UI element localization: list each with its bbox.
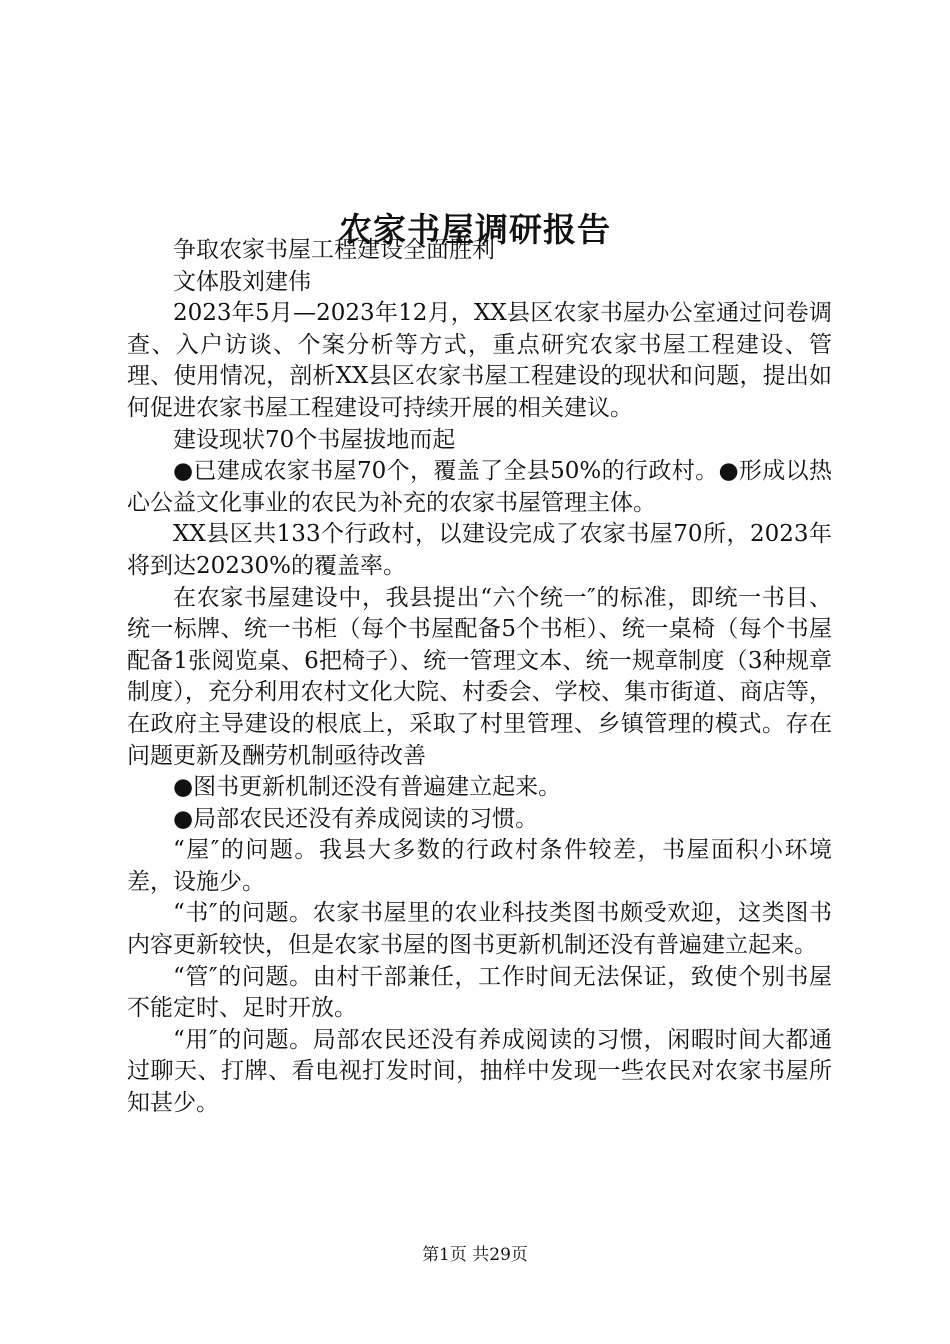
body-paragraph: XX县区共133个行政村，以建设完成了农家书屋70所，2023年将到达20230%的覆盖率。 xyxy=(127,521,832,579)
body-paragraph: “屋″的问题。我县大多数的行政村条件较差，书屋面积小环境差，设施少。 xyxy=(127,837,832,895)
page-number-footer: 第1页 共29页 xyxy=(422,1245,528,1265)
body-paragraph: “管″的问题。由村干部兼任，工作时间无法保证，致使个别书屋不能定时、足时开放。 xyxy=(127,963,832,1022)
body-paragraph: ●已建成农家书屋70个，覆盖了全县50%的行政村。●形成以热心公益文化事业的农民为补充的农家书屋管理主体。 xyxy=(127,458,832,516)
author-paragraph: 文体股刘建伟 xyxy=(173,268,311,295)
section-heading: 建设现状70个书屋拔地而起 xyxy=(173,426,456,453)
body-paragraph: “用″的问题。局部农民还没有养成阅读的习惯，闲暇时间大都通过聊天、打牌、看电视打发时间，抽样中发现一些农民对农家书屋所知甚少。 xyxy=(127,1026,832,1117)
document-title: 农家书屋调研报告 xyxy=(339,210,611,250)
body-paragraph: 在农家书屋建设中，我县提出“六个统一″的标准，即统一书目、统一标牌、统一书柜（每个书屋配备5个书柜）、统一桌椅（每个书屋配备1张阅览桌、6把椅子）、统一管理文本、统一规章制度（3种规章制度），充分利用农村文化大院、村委会、学校、集市街道、商店等，在政府主导建设的根底上，采取了村里管理、乡镇管理的模式。存在问题更新及酬劳机制亟待改善 xyxy=(127,584,832,769)
body-paragraph: “书″的问题。农家书屋里的农业科技类图书颇受欢迎，这类图书内容更新较快，但是农家书屋的图书更新机制还没有普遍建立起来。 xyxy=(127,900,832,959)
bullet-paragraph: ●局部农民还没有养成阅读的习惯。 xyxy=(173,805,539,832)
bullet-paragraph: ●图书更新机制还没有普遍建立起来。 xyxy=(173,774,562,801)
subtitle-paragraph: 争取农家书屋工程建设全面胜利 xyxy=(173,237,495,263)
body-paragraph: 2023年5月—2023年12月，XX县区农家书屋办公室通过问卷调查、入户访谈、个案分析等方式，重点研究农家书屋工程建设、管理、使用情况，剖析XX县区农家书屋工程建设的现状和问题，提出如何促进农家书屋工程建设可持续开展的相关建议。 xyxy=(127,300,832,421)
document-body xyxy=(127,235,832,1120)
